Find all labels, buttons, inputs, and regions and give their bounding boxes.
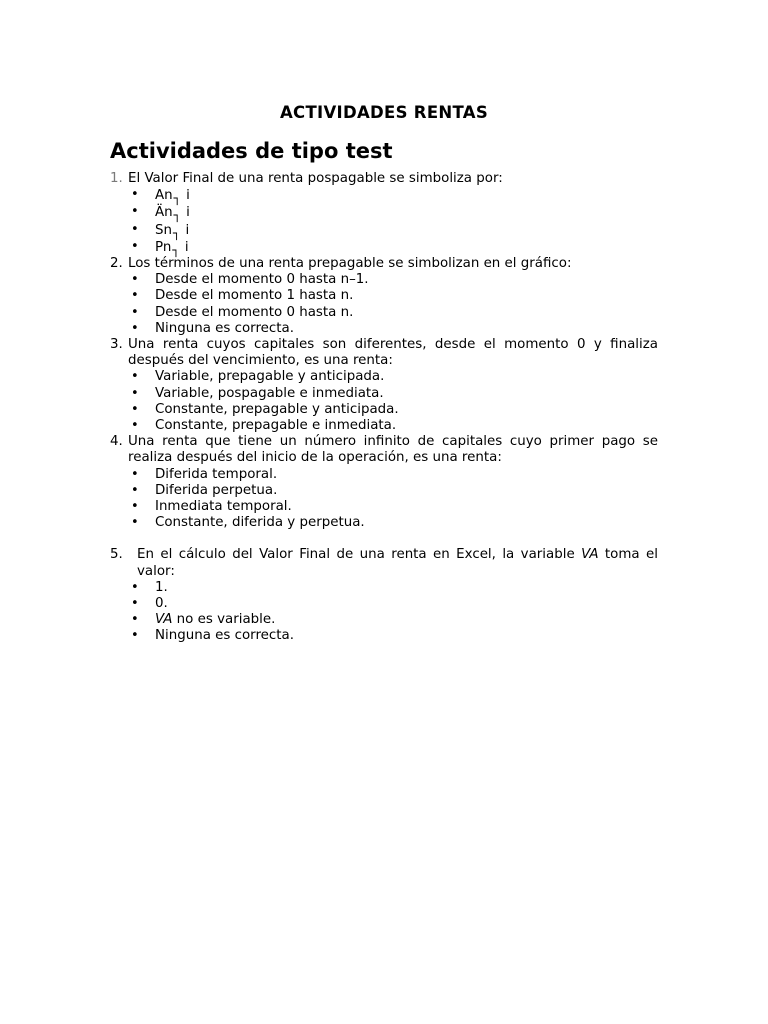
page-title: ACTIVIDADES RENTAS — [279, 103, 489, 122]
question-5 — [110, 547, 658, 579]
options-list — [110, 369, 658, 434]
option-item — [131, 482, 658, 499]
question-list — [110, 171, 658, 645]
options-list — [110, 272, 658, 337]
question-text: El Valor Final de una renta pospagable se simboliza por: — [128, 171, 503, 186]
question-text-before: En el cálculo del Valor Final de una renta en Excel, la variable — [137, 547, 582, 563]
bullet-icon: • — [131, 320, 139, 336]
bullet-icon: • — [131, 304, 139, 320]
option-item — [131, 515, 658, 531]
options-list — [110, 580, 658, 645]
annuity-angle-icon: ┐ — [173, 191, 181, 206]
bullet-icon: • — [131, 401, 139, 417]
question-4 — [110, 434, 658, 466]
option-item — [131, 499, 658, 515]
option-item — [131, 401, 658, 418]
bullet-icon: • — [131, 221, 139, 237]
option-text: Desde el momento 1 hasta n. — [155, 288, 354, 304]
symbol-rate: i — [181, 188, 190, 204]
option-item — [131, 320, 658, 337]
bullet-icon: • — [131, 579, 139, 595]
option-item — [131, 304, 658, 321]
question-text: Los términos de una renta prepagable se simbolizan en el gráfico: — [128, 256, 572, 272]
option-item — [131, 272, 658, 288]
bullet-icon: • — [131, 369, 139, 385]
option-item — [131, 579, 658, 596]
option-text: Desde el momento 0 hasta n–1. — [155, 272, 369, 288]
bullet-icon: • — [131, 466, 139, 482]
bullet-icon: • — [131, 515, 139, 531]
bullet-icon: • — [131, 238, 139, 254]
symbol-rate: i — [181, 222, 190, 238]
bullet-icon: • — [131, 187, 139, 203]
option-text: Diferida perpetua. — [155, 482, 278, 498]
option-text: no es variable. — [172, 612, 276, 628]
bullet-icon: • — [131, 418, 139, 434]
annuity-angle-icon: ┐ — [173, 225, 181, 240]
option-text: Variable, pospagable e inmediata. — [155, 385, 384, 401]
bullet-icon: • — [131, 288, 139, 304]
question-text: Una renta cuyos capitales son diferentes, desde el momento 0 y finaliza después del vencimiento, es una renta: — [128, 337, 658, 369]
option-item — [131, 221, 658, 240]
bullet-icon: • — [131, 385, 139, 401]
option-item — [131, 369, 658, 385]
option-item — [131, 596, 658, 612]
variable-name: VA — [581, 547, 599, 563]
symbol-base: Än — [155, 205, 173, 221]
option-text: Constante, prepagable y anticipada. — [155, 401, 399, 417]
bullet-icon: • — [131, 499, 139, 515]
symbol-rate: i — [180, 239, 189, 255]
option-symbol — [155, 188, 190, 206]
question-text: Una renta que tiene un número infinito de capitales cuyo primer pago se realiza después del inicio de la operación, es una renta: — [128, 434, 658, 466]
option-text: Ninguna es correcta. — [155, 628, 294, 644]
option-item — [131, 187, 658, 206]
option-item — [131, 466, 658, 483]
question-number: 3. — [110, 337, 123, 353]
option-text: Inmediata temporal. — [155, 499, 292, 515]
question-2 — [110, 256, 658, 272]
section-title: Actividades de tipo test — [110, 139, 393, 163]
option-text: Constante, diferida y perpetua. — [155, 515, 365, 531]
option-text: 0. — [155, 596, 168, 612]
bullet-icon: • — [131, 272, 139, 288]
question-number: 1. — [110, 171, 123, 186]
option-item — [131, 418, 658, 434]
option-text: 1. — [155, 579, 168, 595]
annuity-angle-icon: ┐ — [173, 208, 181, 223]
symbol-base: An — [155, 188, 173, 204]
option-item — [131, 288, 658, 304]
option-item — [131, 204, 658, 223]
bullet-icon: • — [131, 612, 139, 628]
option-item — [131, 612, 658, 628]
bullet-icon: • — [131, 628, 139, 644]
option-item — [131, 628, 658, 644]
option-text: Ninguna es correcta. — [155, 320, 294, 336]
question-number: 4. — [110, 434, 123, 450]
option-symbol — [155, 223, 189, 238]
question-3 — [110, 337, 658, 369]
option-text: Diferida temporal. — [155, 466, 278, 482]
options-list — [110, 467, 658, 532]
question-1 — [110, 171, 658, 187]
symbol-base: Sn — [155, 222, 172, 238]
option-symbol — [155, 205, 190, 223]
symbol-rate: i — [181, 205, 190, 221]
options-list — [110, 187, 658, 256]
question-number: 2. — [110, 256, 123, 272]
question-text-after: toma el valor: — [137, 547, 658, 579]
bullet-icon: • — [131, 596, 139, 612]
option-item — [131, 385, 658, 402]
variable-name: VA — [155, 612, 173, 628]
annuity-angle-icon: ┐ — [172, 242, 180, 257]
bullet-icon: • — [131, 204, 139, 220]
option-text: Constante, prepagable e inmediata. — [155, 418, 397, 434]
option-symbol — [155, 240, 189, 255]
option-text: Desde el momento 0 hasta n. — [155, 304, 354, 320]
symbol-base: Pn — [155, 239, 172, 255]
option-item — [131, 238, 658, 257]
option-text: Variable, prepagable y anticipada. — [155, 369, 385, 385]
bullet-icon: • — [131, 482, 139, 498]
question-number: 5. — [110, 547, 123, 563]
